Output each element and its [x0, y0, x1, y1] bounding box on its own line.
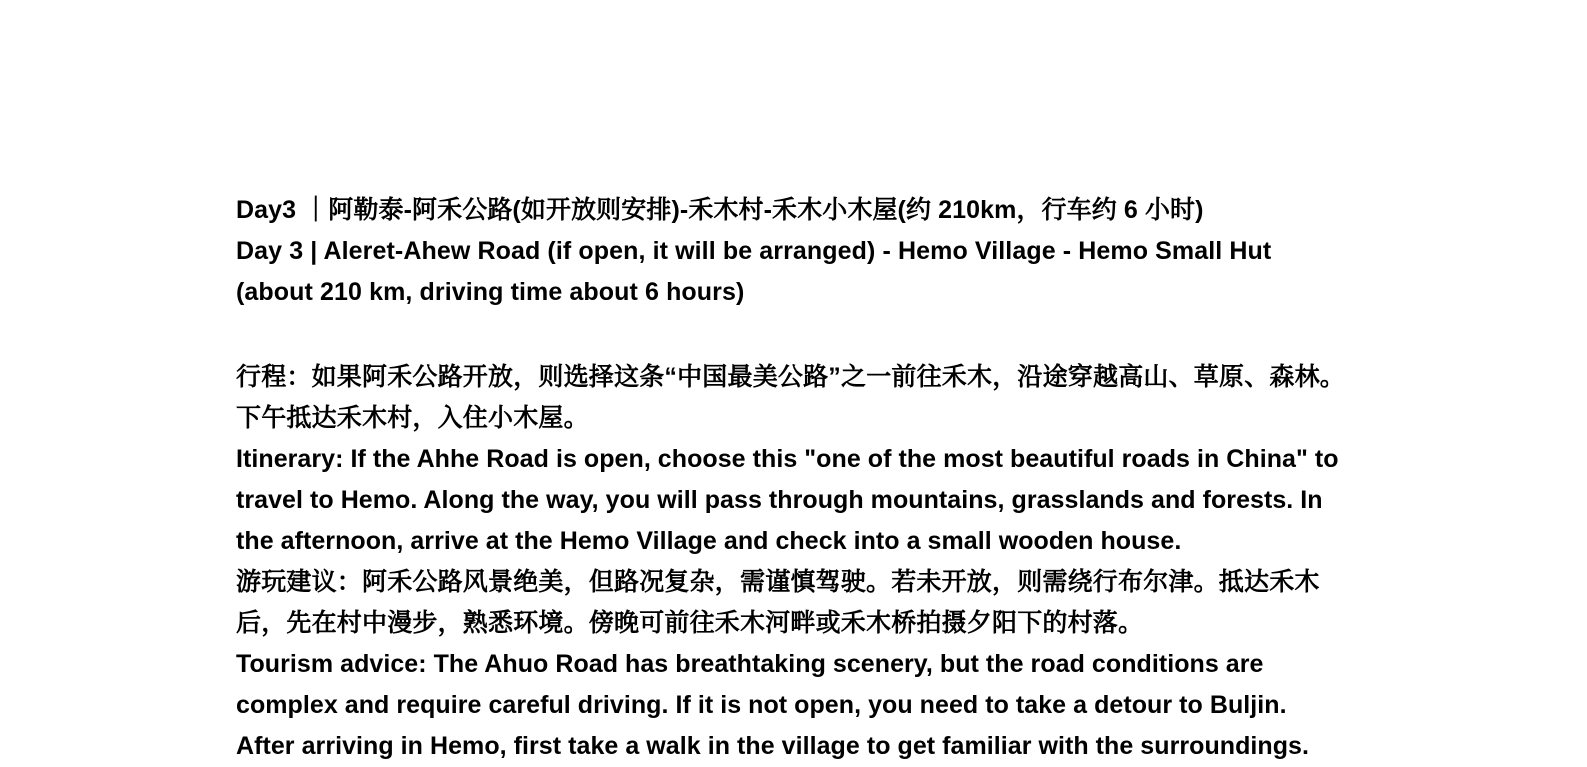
advice-paragraph-chinese: 游玩建议：阿禾公路风景绝美，但路况复杂，需谨慎驾驶。若未开放，则需绕行布尔津。抵达禾木后，先在村中漫步，熟悉环境。傍晚可前往禾木河畔或禾木桥拍摄夕阳下的村落。: [236, 568, 1320, 637]
document-content: [236, 190, 1346, 767]
day3-heading: [236, 190, 1346, 313]
itinerary-paragraph-chinese: 行程：如果阿禾公路开放，则选择这条“中国最美公路”之一前往禾木，沿途穿越高山、草原、森林。下午抵达禾木村，入住小木屋。: [236, 363, 1346, 432]
day3-heading-chinese: Day3 ｜阿勒泰-阿禾公路(如开放则安排)-禾木村-禾木小木屋(约 210km，行车约 6 小时): [236, 196, 1204, 224]
advice-paragraph-english: Tourism advice: The Ahuo Road has breathtaking scenery, but the road conditions are complex and require careful driving. If it is not open, you need to take a detour to Buljin.: [236, 650, 1287, 719]
day3-heading-english-line1: Day 3 | Aleret-Ahew Road (if open, it will be arranged) - Hemo Village - Hemo Small Hut: [236, 237, 1272, 265]
advice-paragraph-english-continued: After arriving in Hemo, first take a walk in the village to get familiar with the surroundings.: [236, 732, 1310, 760]
itinerary-paragraph-english: Itinerary: If the Ahhe Road is open, choose this "one of the most beautiful roads in China" to travel to Hemo. Along the way, you will pass through mountains, grasslands and forests. In the afternoon, arrive at the Hemo Village and check into a small wooden house.: [236, 445, 1339, 555]
day3-heading-english-line2: (about 210 km, driving time about 6 hours): [236, 278, 745, 306]
heading-body-spacer: [236, 313, 1346, 357]
